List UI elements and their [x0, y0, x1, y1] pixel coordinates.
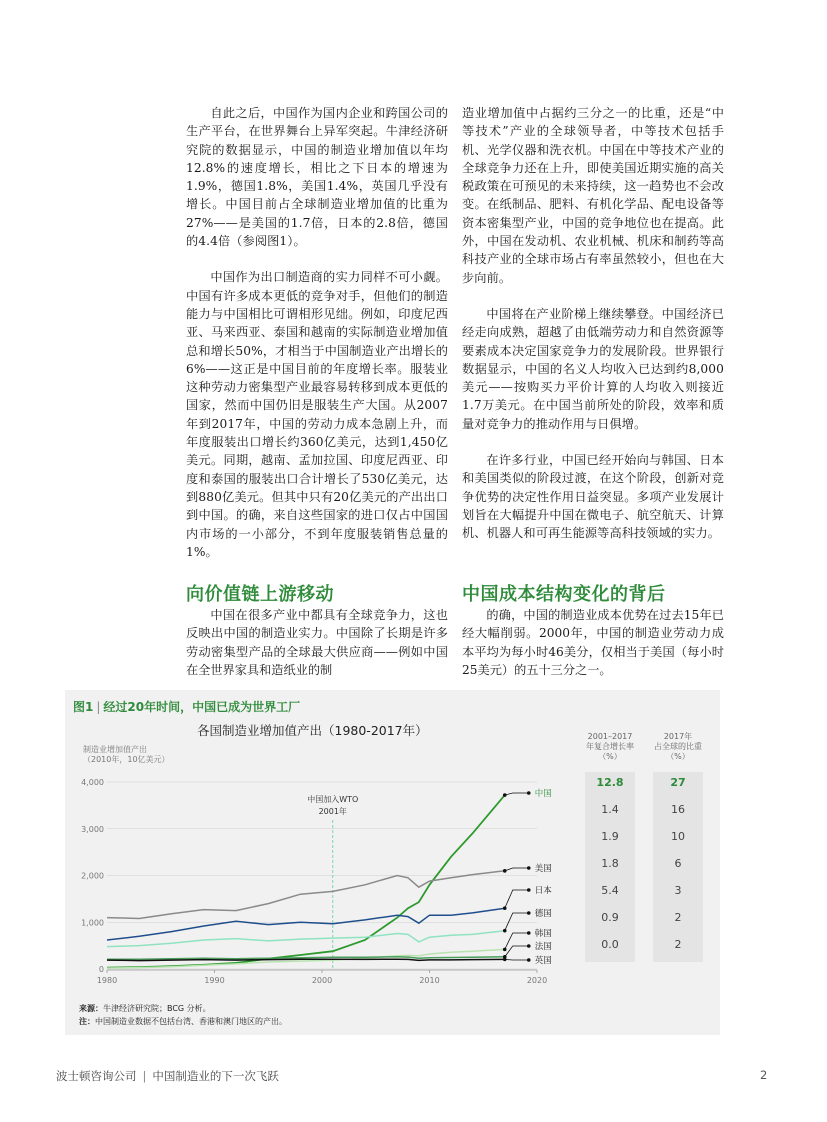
share-value: 27	[670, 776, 686, 789]
series-label-0: 中国	[534, 789, 552, 799]
series-leader-2	[505, 890, 529, 908]
figure-title-text: 经过20年时间，中国已成为世界工厂	[103, 700, 301, 714]
y-axis-label-line1: 制造业增加值产出	[83, 745, 147, 754]
x-tick-label: 2010	[419, 976, 440, 985]
series-label-dot-1	[527, 866, 531, 870]
cagr-value: 1.8	[601, 857, 619, 870]
series-label-1: 美国	[534, 864, 552, 874]
share-value: 2	[674, 911, 682, 924]
wto-annotation-year: 2001年	[318, 807, 347, 816]
share-header-line3: （%）	[666, 752, 690, 761]
wto-annotation: 中国加入WTO	[307, 795, 359, 804]
share-value: 2	[674, 938, 682, 951]
y-tick-label: 1,000	[81, 918, 104, 928]
left-column	[186, 104, 448, 579]
cagr-header	[579, 732, 641, 762]
y-tick-label: 2,000	[81, 871, 104, 881]
section-title-cost-structure: 中国成本结构变化的背后	[462, 584, 666, 605]
cagr-header-line1: 2001–2017	[587, 732, 633, 741]
section-body-cost-structure	[462, 606, 724, 679]
page-number: 2	[760, 1068, 768, 1082]
footer-report: 中国制造业的下一次飞跃	[152, 1069, 279, 1083]
series-leader-4	[505, 933, 529, 949]
source-label: 来源：	[79, 1004, 103, 1013]
figure-1	[65, 690, 720, 1035]
series-label-dot-0	[527, 791, 531, 795]
series-label-dot-3	[527, 911, 531, 915]
series-leader-3	[505, 913, 529, 931]
share-header-line1: 2017年	[663, 732, 693, 741]
x-tick-label: 1980	[96, 976, 118, 985]
section-title-value-chain: 向价值链上游移动	[186, 584, 334, 605]
series-label-4: 韩国	[534, 929, 552, 939]
series-line-1	[107, 871, 505, 919]
series-line-0	[107, 795, 505, 968]
y-axis-label-line2: （2010年，10亿美元）	[83, 755, 170, 764]
x-tick-label: 2000	[311, 976, 333, 985]
cagr-value: 0.9	[601, 911, 619, 924]
section-text-cost-structure: 的确，中国的制造业成本优势在过去15年已经大幅削弱。2000年，中国的制造业劳动力成本平均为每小时46美分，仅相当于美国（每小时25美元）的五十三分之一。	[462, 608, 724, 677]
x-tick-label: 2020	[526, 976, 548, 985]
share-value: 3	[674, 884, 682, 897]
x-tick-label: 1990	[204, 976, 225, 985]
figure-label: 图1	[73, 700, 94, 714]
figure-note	[79, 1016, 287, 1027]
series-end-dot-1	[503, 869, 507, 873]
series-label-dot-2	[527, 888, 531, 892]
series-label-dot-5	[527, 944, 531, 948]
series-label-dot-4	[527, 931, 531, 935]
note-label: 注：	[79, 1017, 95, 1026]
right-paragraph-1: 造业增加值中占据约三分之一的比重，还是“中等技术”产业的全球领导者，中等技术包括手机、光学仪器和洗衣机。中国在中等技术产业的全球竞争力还在上升，即使美国近期实施的高关税政策在可预见的未来持续，这一趋势也不会改变。在纸制品、肥料、有机化学品、配电设备等资本密集型产业，中国的竞争地位也在提高。此外，中国在发动机、农业机械、机床和制药等高科技产业的全球市场占有率虽然较小，但也在大步向前。	[462, 106, 724, 285]
right-column	[462, 104, 724, 561]
figure-source	[79, 1003, 211, 1014]
source-text: 牛津经济研究院；BCG 分析。	[103, 1004, 211, 1013]
series-leader-6	[505, 959, 529, 960]
series-leader-1	[505, 868, 529, 871]
right-paragraph-3: 在许多行业，中国已经开始向与韩国、日本和美国类似的阶段过渡，在这个阶段，创新对竞争优势的决定性作用日益突显。多项产业发展计划旨在大幅提升中国在微电子、航空航天、计算机、机器人和可再生能源等高科技领域的实力。	[462, 453, 724, 541]
cagr-value: 1.9	[601, 830, 619, 843]
section-text-value-chain: 中国在很多产业中都具有全球竞争力，这也反映出中国的制造业实力。中国除了长期是许多劳动密集型产品的全球最大供应商——例如中国在全世界家具和造纸业的制	[186, 608, 448, 677]
cagr-value: 0.0	[601, 938, 619, 951]
series-label-6: 英国	[534, 956, 552, 966]
note-text: 中国制造业数据不包括台湾、香港和澳门地区的产出。	[95, 1017, 287, 1026]
share-value: 6	[674, 857, 682, 870]
share-column	[653, 772, 703, 962]
cagr-header-line2: 年复合增长率	[586, 742, 634, 751]
right-paragraph-2: 中国将在产业阶梯上继续攀登。中国经济已经走向成熟，超越了由低端劳动力和自然资源等要素成本决定国家竞争力的发展阶段。世界银行数据显示，中国的名义人均收入已达到约8,000美元——按购买力平价计算的人均收入则接近1.7万美元。在中国当前所处的阶段，效率和质量对竞争力的推动作用与日俱增。	[462, 306, 724, 431]
share-value: 16	[671, 803, 685, 816]
y-tick-label: 0	[98, 965, 104, 974]
left-paragraph-2: 中国作为出口制造商的实力同样不可小觑。中国有许多成本更低的竞争对手，但他们的制造能力与中国相比可谓相形见绌。例如，印度尼西亚、马来西亚、泰国和越南的实际制造业增加值总和增长50%，才相当于中国制造业产出增长的6%——这正是中国目前的年度增长率。服装业这种劳动力密集型产业最容易转移到成本更低的国家，然而中国仍旧是服装生产大国。从2007年到2017年，中国的劳动力成本急剧上升，而年度服装出口增长约360亿美元，达到1,450亿美元。同期，越南、孟加拉国、印度尼西亚、印度和泰国的服装出口合计增长了530亿美元，达到880亿美元。但其中只有20亿美元的产出出口到中国。的确，来自这些国家的进口仅占中国国内市场的一小部分，不到年度服装销售总量的1%。	[186, 270, 448, 559]
cagr-value: 12.8	[596, 776, 624, 789]
cagr-value: 1.4	[601, 803, 619, 816]
series-leader-0	[505, 793, 529, 795]
cagr-value: 5.4	[601, 884, 619, 897]
y-tick-label: 4,000	[81, 778, 104, 787]
series-label-2: 日本	[534, 886, 552, 896]
series-label-5: 法国	[534, 942, 552, 952]
chart-title: 各国制造业增加值产出（1980-2017年）	[197, 723, 428, 738]
footer: 波士顿咨询公司 | 中国制造业的下一次飞跃	[56, 1069, 279, 1083]
footer-company: 波士顿咨询公司	[56, 1069, 137, 1083]
left-paragraph-1: 自此之后，中国作为国内企业和跨国公司的生产平台，在世界舞台上异军突起。牛津经济研究院的数据显示，中国的制造业增加值以年均12.8%的速度增长，相比之下日本的增速为1.9%，德国1.8%，美国1.4%，英国几乎没有增长。中国目前占全球制造业增加值的比重为27%——是美国的1.7倍，日本的2.8倍，德国的4.4倍（参阅图1）。	[186, 106, 448, 249]
section-body-value-chain	[186, 606, 448, 679]
series-leader-5	[505, 946, 529, 957]
series-line-3	[107, 931, 505, 947]
series-label-3: 德国	[534, 909, 552, 919]
share-header-line2: 占全球的比重	[654, 742, 702, 751]
y-tick-label: 3,000	[81, 824, 104, 834]
share-value: 10	[671, 830, 685, 843]
share-header	[649, 732, 707, 762]
figure-title: 图1 | 经过20年时间，中国已成为世界工厂	[73, 700, 301, 714]
cagr-header-line3: （%）	[598, 752, 622, 761]
cagr-column	[585, 772, 635, 962]
series-label-dot-6	[527, 958, 531, 962]
